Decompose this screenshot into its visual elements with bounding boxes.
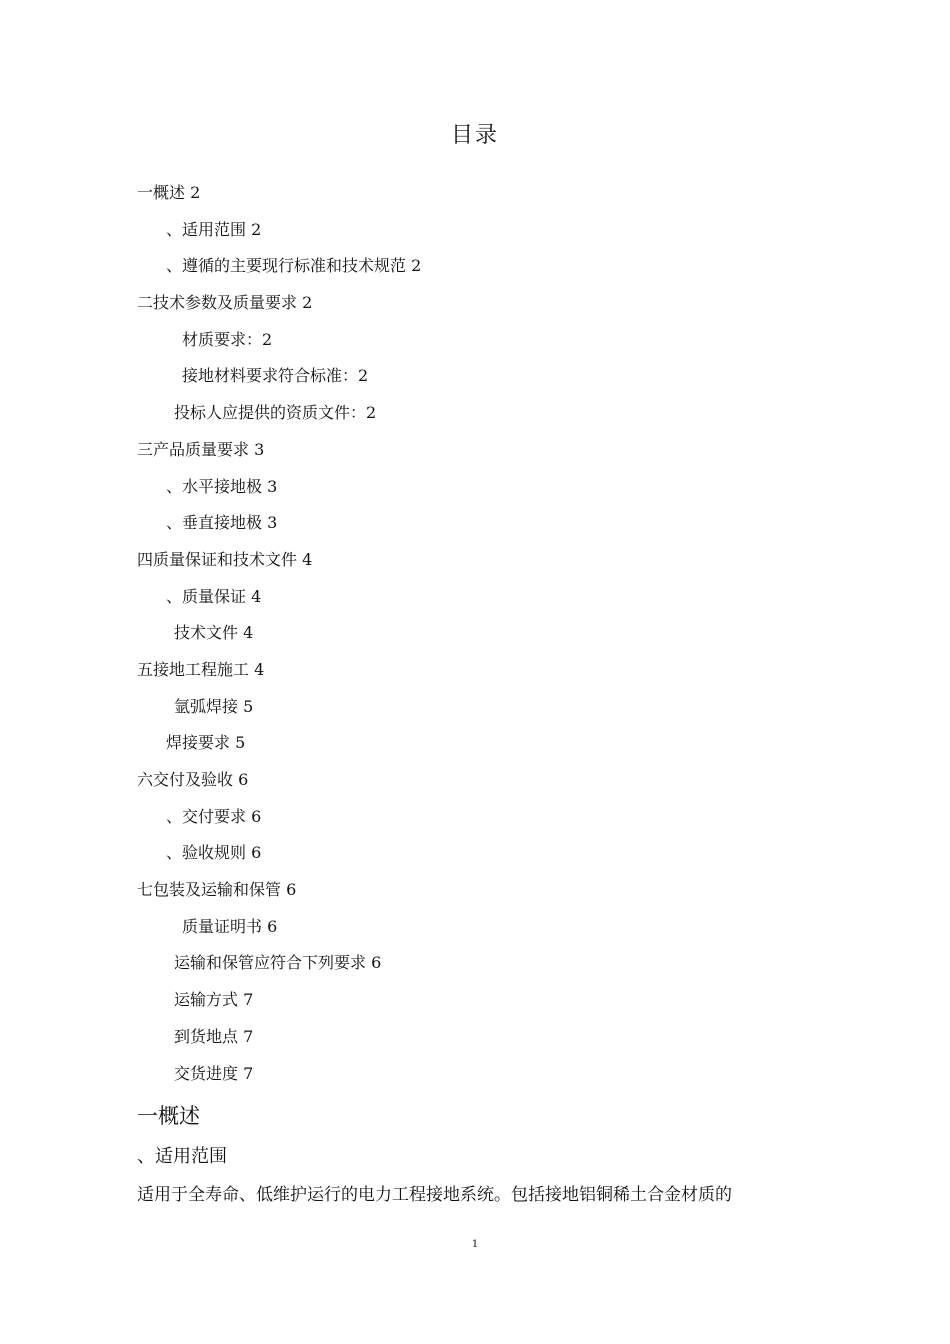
- toc-entry-label: 质量证明书 6: [182, 916, 278, 936]
- toc-title: 目录: [450, 123, 499, 148]
- toc-entry-label: 运输方式 7: [174, 990, 254, 1010]
- toc-entry-label: 、水平接地极 3: [166, 476, 278, 496]
- toc-entry[interactable]: [0, 767, 950, 804]
- toc-entry-label: 交货进度 7: [174, 1063, 254, 1083]
- toc-entry-label: 材质要求：2: [182, 329, 273, 349]
- toc-entry-label: 运输和保管应符合下列要求 6: [174, 953, 382, 973]
- toc-entry[interactable]: [0, 804, 950, 841]
- toc-entry-label: 七包装及运输和保管 6: [137, 880, 297, 900]
- toc-entry[interactable]: [0, 290, 950, 327]
- toc-entry[interactable]: [0, 510, 950, 547]
- toc-entry-label: 、适用范围 2: [166, 219, 262, 239]
- toc-entry-label: 六交付及验收 6: [137, 770, 249, 789]
- toc-entry-label: 接地材料要求符合标准：2: [182, 366, 369, 386]
- toc-entry[interactable]: [0, 363, 950, 400]
- toc-entry-label: 、质量保证 4: [166, 586, 262, 606]
- toc-entry[interactable]: [0, 253, 950, 290]
- page-number: 1: [471, 1239, 479, 1250]
- toc-entry-label: 二技术参数及质量要求 2: [137, 293, 313, 313]
- toc-entry-label: 、验收规则 6: [166, 843, 262, 863]
- toc-entry[interactable]: [0, 400, 950, 437]
- toc-entry-label: 投标人应提供的资质文件：2: [174, 403, 377, 423]
- toc-entry[interactable]: [0, 950, 950, 987]
- toc-entry[interactable]: [0, 987, 950, 1024]
- section-heading: 一概述: [137, 1104, 200, 1128]
- toc-entry[interactable]: [0, 840, 950, 877]
- toc-entry-label: 技术文件 4: [174, 623, 254, 643]
- toc-entry[interactable]: [0, 914, 950, 951]
- toc-entry-label: 三产品质量要求 3: [137, 439, 265, 459]
- toc-entry-label: 一概述 2: [137, 183, 201, 202]
- toc-entry[interactable]: [0, 584, 950, 621]
- toc-entry-label: 到货地点 7: [174, 1026, 254, 1046]
- body-paragraph: 适用于全寿命、低维护运行的电力工程接地系统。包括接地铝铜稀土合金材质的: [137, 1185, 732, 1205]
- toc-entry[interactable]: [0, 180, 950, 217]
- toc-entry-label: 、垂直接地极 3: [166, 513, 278, 533]
- sub-heading: 、适用范围: [137, 1146, 227, 1167]
- toc-entry-label: 、遵循的主要现行标准和技术规范 2: [166, 256, 422, 276]
- toc-entry[interactable]: [0, 620, 950, 657]
- toc-entry-label: 五接地工程施工 4: [137, 659, 265, 679]
- table-of-contents: [0, 180, 950, 1097]
- toc-entry[interactable]: [0, 217, 950, 254]
- toc-entry[interactable]: [0, 1024, 950, 1061]
- toc-entry-label: 、交付要求 6: [166, 806, 262, 826]
- toc-entry[interactable]: [0, 877, 950, 914]
- toc-entry[interactable]: [0, 547, 950, 584]
- toc-entry[interactable]: [0, 327, 950, 364]
- toc-entry[interactable]: [0, 694, 950, 731]
- toc-entry[interactable]: [0, 730, 950, 767]
- toc-entry-label: 焊接要求 5: [166, 733, 246, 753]
- toc-entry[interactable]: [0, 1061, 950, 1098]
- toc-entry[interactable]: [0, 474, 950, 511]
- toc-entry[interactable]: [0, 657, 950, 694]
- toc-entry-label: 四质量保证和技术文件 4: [137, 549, 313, 569]
- toc-entry[interactable]: [0, 437, 950, 474]
- toc-entry-label: 氩弧焊接 5: [174, 696, 254, 716]
